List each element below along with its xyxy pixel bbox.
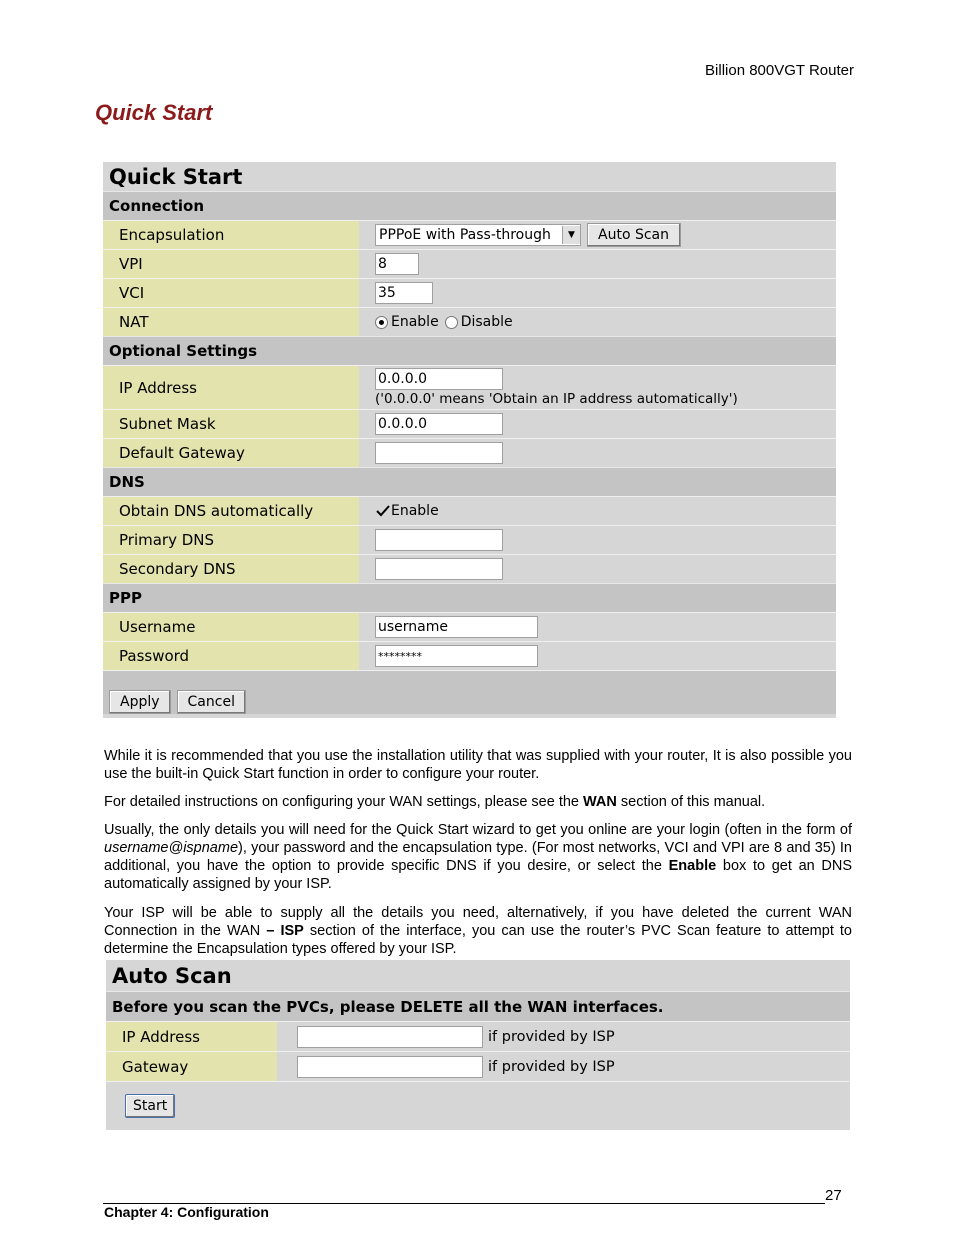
page-number: 27 — [825, 1187, 842, 1204]
quick-start-panel — [103, 162, 836, 718]
value-subnet-mask — [359, 410, 836, 438]
paragraph-wan-text: For detailed instructions on configuring your WAN settings, please see the — [104, 794, 584, 810]
label-ip-address: IP Address — [103, 366, 359, 409]
paragraph-isp-text-1: Your ISP will be able to supply all the details you need, alternatively, if you have deleted the current WAN Connection in the WAN — [104, 905, 852, 939]
vci-input[interactable]: 35 — [375, 282, 433, 304]
value-ip-address — [359, 366, 836, 409]
value-username — [359, 613, 836, 641]
paragraph-wan-bold: WAN — [583, 794, 617, 810]
value-obtain-dns — [359, 497, 836, 525]
ip-address-input[interactable]: 0.0.0.0 — [375, 368, 503, 390]
chevron-down-icon[interactable]: ▼ — [562, 226, 580, 244]
label-vci: VCI — [103, 279, 359, 307]
encapsulation-select[interactable] — [375, 224, 581, 246]
row-subnet-mask — [103, 409, 836, 438]
encapsulation-value: PPPoE with Pass-through — [379, 227, 551, 243]
label-password: Password — [103, 642, 359, 670]
cancel-button[interactable]: Cancel — [177, 690, 246, 714]
secondary-dns-input[interactable] — [375, 558, 503, 580]
section-title: Quick Start — [95, 100, 213, 125]
auto-scan-action-bar — [106, 1081, 850, 1130]
scan-ip-hint: if provided by ISP — [488, 1028, 615, 1045]
paragraph-details-italic: username@ispname — [104, 840, 239, 856]
row-default-gateway — [103, 438, 836, 467]
row-scan-gateway — [106, 1051, 850, 1081]
value-password — [359, 642, 836, 670]
paragraph-isp-bold: – ISP — [260, 923, 304, 939]
panel-title: Quick Start — [103, 162, 836, 191]
password-input[interactable]: ******** — [375, 645, 538, 667]
value-scan-gateway — [277, 1052, 850, 1081]
label-subnet-mask: Subnet Mask — [103, 410, 359, 438]
label-scan-gateway: Gateway — [106, 1052, 277, 1081]
row-primary-dns — [103, 525, 836, 554]
label-scan-ip: IP Address — [106, 1022, 277, 1051]
paragraph-details-bold: Enable — [668, 858, 717, 874]
value-scan-ip — [277, 1022, 850, 1051]
paragraph-wan-text-end: section of this manual. — [616, 794, 766, 810]
band-ppp: PPP — [103, 583, 836, 612]
auto-scan-title: Auto Scan — [112, 963, 232, 988]
row-vci — [103, 278, 836, 307]
row-password — [103, 641, 836, 670]
row-secondary-dns — [103, 554, 836, 583]
username-input[interactable]: username — [375, 616, 538, 638]
row-obtain-dns — [103, 496, 836, 525]
nat-disable-label: Disable — [460, 314, 513, 330]
value-nat — [359, 308, 836, 336]
value-default-gateway — [359, 439, 836, 467]
subnet-mask-input[interactable]: 0.0.0.0 — [375, 413, 503, 435]
paragraph-details-text-3: box to get an DNS automatically assigned by your ISP. — [104, 858, 853, 892]
paragraph-wan — [104, 793, 852, 811]
row-scan-ip — [106, 1021, 850, 1051]
value-primary-dns — [359, 526, 836, 554]
obtain-dns-enable-label: Enable — [391, 503, 439, 519]
value-secondary-dns — [359, 555, 836, 583]
vpi-input[interactable]: 8 — [375, 253, 419, 275]
band-connection: Connection — [103, 191, 836, 220]
start-button[interactable]: Start — [125, 1094, 175, 1118]
default-gateway-input[interactable] — [375, 442, 503, 464]
scan-gateway-hint: if provided by ISP — [488, 1058, 615, 1075]
label-primary-dns: Primary DNS — [103, 526, 359, 554]
label-encapsulation: Encapsulation — [103, 221, 359, 249]
auto-scan-panel — [106, 960, 850, 1130]
label-secondary-dns: Secondary DNS — [103, 555, 359, 583]
paragraph-details-text-2: ), your password and the encapsulation type. (For most networks, VCI and VPI are 8 and 35) In additional, you have the option to provide specific DNS if you desire, or select the — [104, 840, 852, 874]
row-ip-address — [103, 365, 836, 409]
row-username — [103, 612, 836, 641]
scan-gateway-input[interactable] — [297, 1056, 483, 1078]
nat-enable-radio[interactable] — [375, 316, 388, 329]
paragraph-intro: While it is recommended that you use the installation utility that was supplied with your router, It is also possible you use the built-in Quick Start function in order to configure your router. — [104, 748, 852, 782]
row-encapsulation — [103, 220, 836, 249]
row-vpi — [103, 249, 836, 278]
nat-disable-radio[interactable] — [445, 316, 458, 329]
scan-ip-input[interactable] — [297, 1026, 483, 1048]
label-default-gateway: Default Gateway — [103, 439, 359, 467]
band-optional-settings: Optional Settings — [103, 336, 836, 365]
ip-address-hint: ('0.0.0.0' means 'Obtain an IP address automatically') — [375, 391, 738, 407]
value-vci — [359, 279, 836, 307]
chapter-label: Chapter 4: Configuration — [104, 1204, 269, 1220]
apply-button[interactable]: Apply — [109, 690, 171, 714]
paragraph-isp — [104, 904, 852, 958]
auto-scan-warning: Before you scan the PVCs, please DELETE all the WAN interfaces. — [106, 991, 850, 1021]
label-nat: NAT — [103, 308, 359, 336]
value-vpi — [359, 250, 836, 278]
paragraph-isp-text-2: section of the interface, you can use the router’s PVC Scan feature to attempt to determine the Encapsulation types offered by your ISP. — [104, 923, 852, 957]
action-bar — [103, 670, 836, 714]
row-nat — [103, 307, 836, 336]
label-username: Username — [103, 613, 359, 641]
nat-enable-label: Enable — [391, 314, 439, 330]
value-encapsulation — [359, 221, 836, 249]
label-vpi: VPI — [103, 250, 359, 278]
primary-dns-input[interactable] — [375, 529, 503, 551]
paragraph-details-text-1: Usually, the only details you will need for the Quick Start wizard to get you online are your login (often in the form of — [104, 822, 852, 838]
band-dns: DNS — [103, 467, 836, 496]
document-header: Billion 800VGT Router — [705, 62, 854, 79]
label-obtain-dns: Obtain DNS automatically — [103, 497, 359, 525]
auto-scan-button[interactable]: Auto Scan — [587, 223, 681, 247]
checkmark-icon[interactable] — [375, 503, 391, 519]
paragraph-details — [104, 821, 852, 893]
